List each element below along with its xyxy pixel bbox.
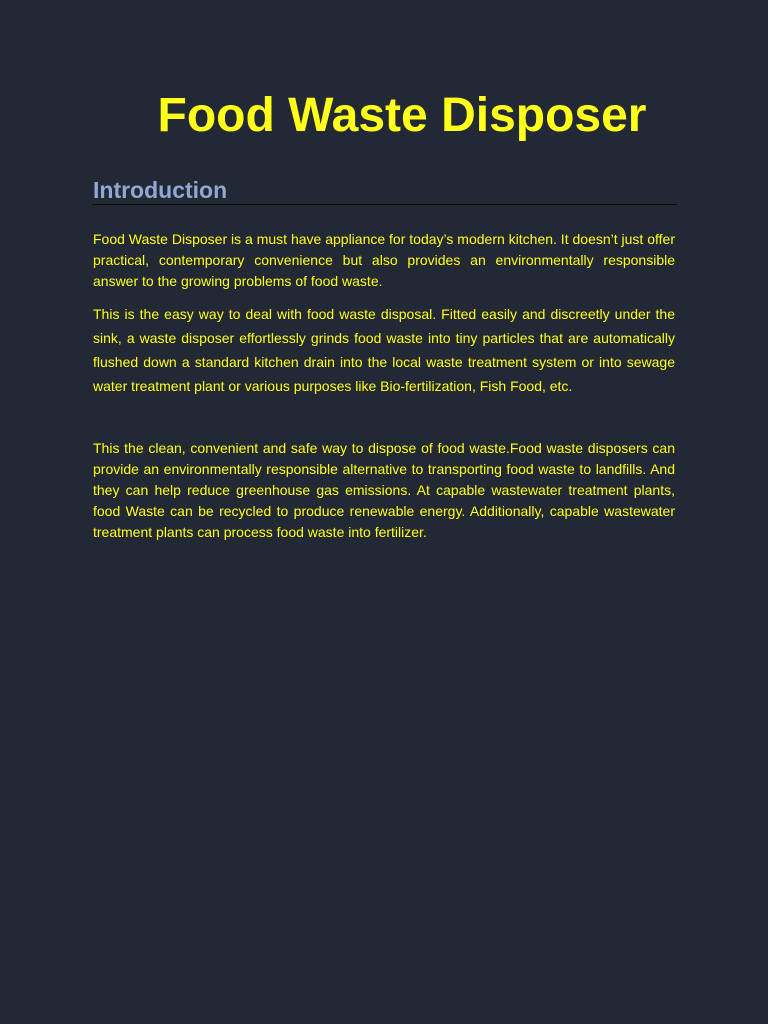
page-title: Food Waste Disposer: [157, 89, 647, 142]
heading-divider: [92, 204, 677, 205]
paragraph-3: This the clean, convenient and safe way to dispose of food waste.Food waste disposers can provide an environmentally responsible alternative to transporting food waste to landfills. And they can help reduce greenhouse gas emissions. At capable wastewater treatment plants, food Waste can be recycled to produce renewable energy. Additionally, capable wastewater treatment plants can process food waste into fertilizer.: [93, 440, 675, 540]
section-heading-introduction: Introduction: [93, 177, 228, 203]
paragraph-1: Food Waste Disposer is a must have appliance for today’s modern kitchen. It doesn’t just offer practical, contemporary convenience but also provides an environmentally responsible answer to the growing problems of food waste.: [93, 231, 675, 289]
paragraph-2: This is the easy way to deal with food waste disposal. Fitted easily and discreetly under the sink, a waste disposer effortlessly grinds food waste into tiny particles that are automatically flushed down a standard kitchen drain into the local waste treatment system or into sewage water treatment plant or various purposes like Bio-fertilization, Fish Food, etc.: [93, 306, 675, 394]
